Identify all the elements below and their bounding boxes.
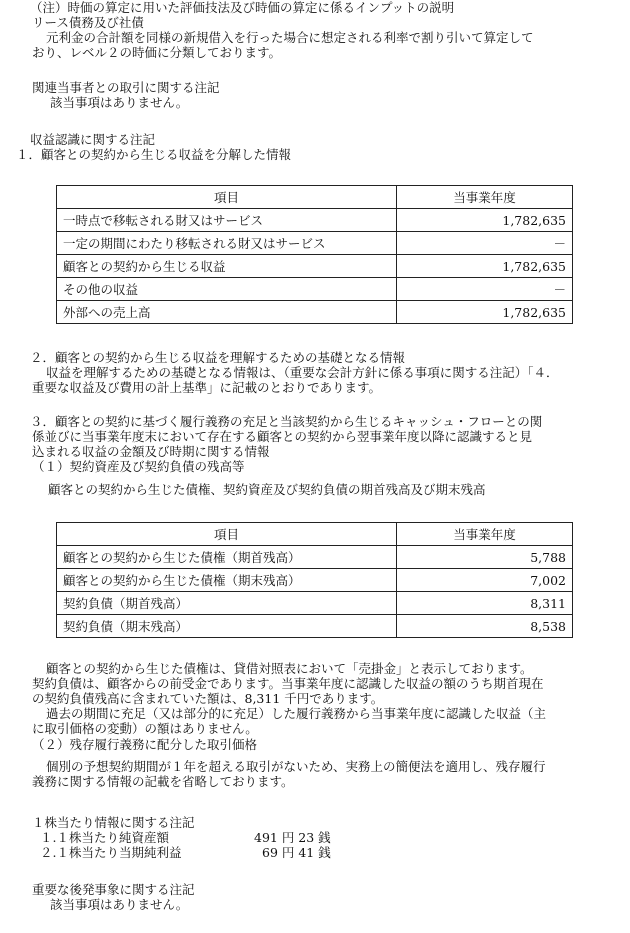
table-row [57, 209, 573, 232]
table-header-item: 項目 [57, 186, 397, 209]
per-share-item-value: 69 円 41 銭 [262, 845, 331, 860]
contract-balance-table [56, 522, 573, 638]
table-row [57, 569, 573, 592]
row-label: 外部への売上高 [57, 301, 397, 324]
row-value: － [397, 232, 573, 255]
table-header-row [57, 523, 573, 546]
subsection-2-body-2: 義務に関する情報の記載を省略しております。 [32, 774, 294, 789]
revenue-section-3-title-1: ３．顧客との契約に基づく履行義務の充足と当該契約から生じるキャッシュ・フローとの関 [30, 414, 543, 429]
table-header-row [57, 186, 573, 209]
row-value: 5,788 [397, 546, 573, 569]
per-share-item-value: 491 円 23 銭 [254, 830, 331, 845]
row-label: 一定の期間にわたり移転される財又はサービス [57, 232, 397, 255]
row-label: 顧客との契約から生じた債権（期首残高） [57, 546, 397, 569]
table-row [57, 232, 573, 255]
table-header-period: 当事業年度 [397, 523, 573, 546]
row-label: 契約負債（期首残高） [57, 592, 397, 615]
row-label: その他の収益 [57, 278, 397, 301]
row-value: 1,782,635 [397, 209, 573, 232]
table-row [57, 255, 573, 278]
table-row [57, 301, 573, 324]
table-row [57, 592, 573, 615]
receivable-note-line-2: 契約負債は、顧客からの前受金であります。当事業年度に認識した収益の額のうち期首現在 [32, 676, 544, 691]
table-row [57, 615, 573, 638]
row-value: 8,311 [397, 592, 573, 615]
table-header-period: 当事業年度 [397, 186, 573, 209]
receivable-note-line-3: の契約負債残高に含まれていた額は、8,311 千円であります。 [32, 691, 384, 706]
revenue-section-2-title: ２．顧客との契約から生じる収益を理解するための基礎となる情報 [30, 350, 406, 365]
per-share-item-label: １.１株当たり純資産額 [40, 830, 169, 845]
receivable-note-line-4: 過去の期間に充足（又は部分的に充足）した履行義務から当事業年度に認識した収益（主 [46, 706, 547, 721]
revenue-section-2-body-1: 収益を理解するための基礎となる情報は、（重要な会計方針に係る事項に関する注記）「４． [46, 365, 559, 380]
row-value: 1,782,635 [397, 255, 573, 278]
receivable-note-line-1: 顧客との契約から生じた債権は、貸借対照表において「売掛金」と表示しております。 [46, 661, 533, 676]
subsequent-events-body: 該当事項はありません。 [50, 897, 189, 912]
table-row [57, 278, 573, 301]
revenue-section-1-title: １．顧客との契約から生じる収益を分解した情報 [16, 147, 292, 162]
receivable-note-line-5: に取引価格の変動）の額はありません。 [32, 721, 258, 736]
row-label: 顧客との契約から生じる収益 [57, 255, 397, 278]
row-value: 8,538 [397, 615, 573, 638]
row-value: － [397, 278, 573, 301]
row-value: 1,782,635 [397, 301, 573, 324]
subsection-1-title: （１）契約資産及び契約負債の残高等 [32, 459, 245, 474]
subsection-2-body-1: 個別の予想契約期間が１年を超える取引がないため、実務上の簡便法を適用し、残存履行 [46, 759, 546, 774]
revenue-section-3-title-2: 係並びに当事業年度末において存在する顧客との契約から翌事業年度以降に認識すると見 [32, 429, 533, 444]
row-label: 一時点で移転される財又はサービス [57, 209, 397, 232]
per-share-heading: １株当たり情報に関する注記 [32, 815, 195, 830]
valuation-body-line-1: 元利金の合計額を同様の新規借入を行った場合に想定される利率で割り引いて算定して [46, 30, 534, 45]
revenue-breakdown-table [56, 185, 573, 324]
valuation-body-line-2: おり、レベル２の時価に分類しております。 [32, 45, 282, 60]
valuation-note-line: （注）時価の算定に用いた評価技法及び時価の算定に係るインプットの説明 [30, 0, 455, 15]
per-share-item-label: ２.１株当たり当期純利益 [40, 845, 182, 860]
related-party-body: 該当事項はありません。 [50, 95, 189, 110]
subsection-1-intro: 顧客との契約から生じた債権、契約資産及び契約負債の期首残高及び期末残高 [48, 482, 486, 497]
valuation-heading: リース債務及び社債 [32, 15, 144, 30]
revenue-section-3-title-3: 込まれる収益の金額及び時期に関する情報 [32, 444, 270, 459]
subsequent-events-heading: 重要な後発事象に関する注記 [32, 882, 195, 897]
row-label: 契約負債（期末残高） [57, 615, 397, 638]
row-value: 7,002 [397, 569, 573, 592]
subsection-2-title: （２）残存履行義務に配分した取引価格 [32, 737, 258, 752]
related-party-heading: 関連当事者との取引に関する注記 [32, 80, 220, 95]
revenue-heading: 収益認識に関する注記 [30, 132, 156, 147]
table-header-item: 項目 [57, 523, 397, 546]
revenue-section-2-body-2: 重要な収益及び費用の計上基準」に記載のとおりであります。 [32, 380, 382, 395]
row-label: 顧客との契約から生じた債権（期末残高） [57, 569, 397, 592]
table-row [57, 546, 573, 569]
